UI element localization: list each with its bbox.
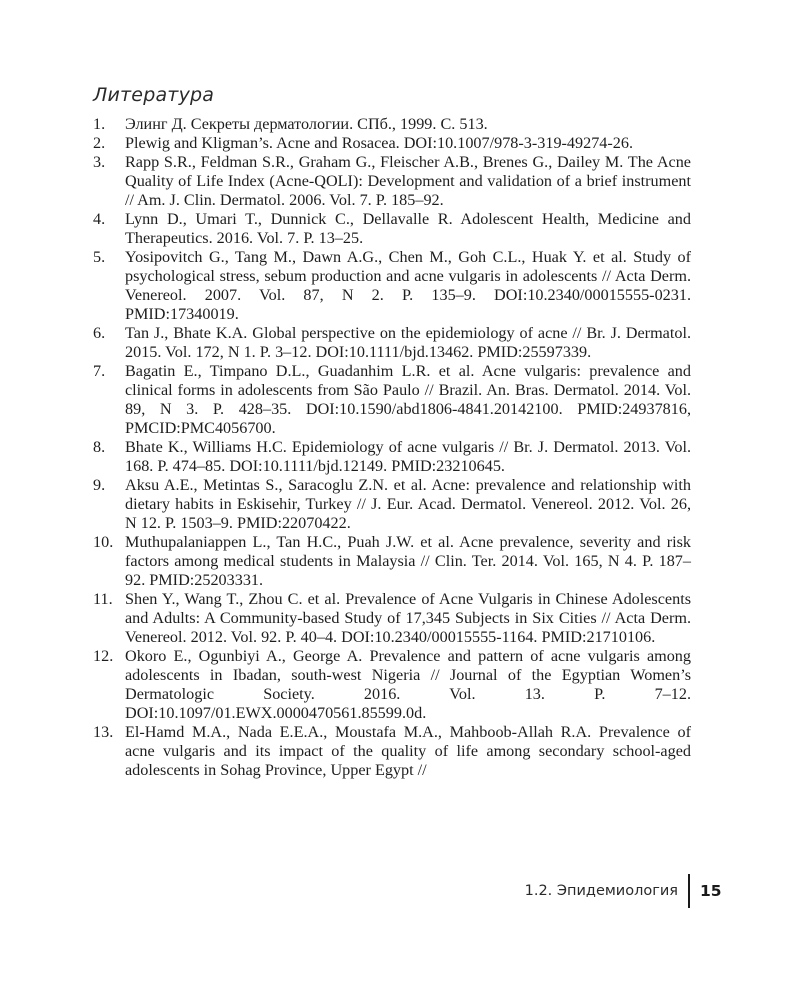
reference-item: [93, 533, 691, 590]
reference-text: Okoro E., Ogunbiyi A., George A. Prevalence and pattern of acne vulgaris among adolescents in Ibadan, south-west Nigeria // Journal of the Egyptian Women’s Dermatologic Society. 2016. Vol. 13. P. 7–12. DOI:10.1097/01.EWX.0000470561.85599.0d.: [125, 647, 691, 722]
reference-item: [93, 723, 691, 780]
reference-text: Lynn D., Umari T., Dunnick C., Dellavalle R. Adolescent Health, Medicine and Therapeutics. 2016. Vol. 7. P. 13–25.: [125, 210, 691, 247]
reference-number: 12.: [93, 647, 114, 665]
reference-text: Rapp S.R., Feldman S.R., Graham G., Fleischer A.B., Brenes G., Dailey M. The Acne Quality of Life Index (Acne-QOLI): Development and validation of a brief instrument // Am. J. Clin. Dermatol. 2006. Vol. 7. P. 185–92.: [125, 153, 691, 209]
reference-text: El-Hamd M.A., Nada E.E.A., Moustafa M.A., Mahboob-Allah R.A. Prevalence of acne vulgaris and its impact of the quality of life among secondary school-aged adolescents in Sohag Province, Upper Egypt //: [125, 723, 691, 779]
reference-number: 11.: [93, 590, 113, 608]
reference-number: 5.: [93, 248, 106, 266]
reference-text: Plewig and Kligman’s. Acne and Rosacea. DOI:10.1007/978-3-319-49274-26.: [125, 134, 634, 152]
reference-number: 10.: [93, 533, 114, 551]
reference-item: [93, 153, 691, 210]
reference-text: Aksu A.E., Metintas S., Saracoglu Z.N. et al. Acne: prevalence and relationship with dietary habits in Eskisehir, Turkey // J. Eur. Acad. Dermatol. Venereol. 2012. Vol. 26, N 12. P. 1503–9. PMID:22070422.: [125, 476, 691, 532]
reference-number: 1.: [93, 115, 106, 133]
reference-item: [93, 476, 691, 533]
reference-number: 4.: [93, 210, 106, 228]
reference-text: Muthupalaniappen L., Tan H.C., Puah J.W. et al. Acne prevalence, severity and risk factors among medical students in Malaysia // Clin. Ter. 2014. Vol. 165, N 4. P. 187–92. PMID:25203331.: [125, 533, 691, 589]
reference-item: [93, 324, 691, 362]
reference-number: 13.: [93, 723, 114, 741]
reference-number: 7.: [93, 362, 106, 380]
references-heading: Литература: [93, 84, 215, 106]
reference-item: [93, 115, 691, 134]
reference-number: 6.: [93, 324, 106, 342]
reference-text: Tan J., Bhate K.A. Global perspective on the epidemiology of acne // Br. J. Dermatol. 2015. Vol. 172, N 1. P. 3–12. DOI:10.1111/bjd.13462. PMID:25597339.: [125, 324, 691, 361]
reference-text: Shen Y., Wang T., Zhou C. et al. Prevalence of Acne Vulgaris in Chinese Adolescents and Adults: A Community-based Study of 17,345 Subjects in Six Cities // Acta Derm. Venereol. 2012. Vol. 92. P. 40–4. DOI:10.2340/00015555-1164. PMID:21710106.: [125, 590, 691, 646]
reference-text: Yosipovitch G., Tang M., Dawn A.G., Chen M., Goh C.L., Huak Y. et al. Study of psychological stress, sebum production and acne vulgaris in adolescents // Acta Derm. Venereol. 2007. Vol. 87, N 2. P. 135–9. DOI:10.2340/00015555-0231. PMID:17340019.: [125, 248, 691, 323]
reference-text: Bagatin E., Timpano D.L., Guadanhim L.R. et al. Acne vulgaris: prevalence and clinical forms in adolescents from São Paulo // Brazil. An. Bras. Dermatol. 2014. Vol. 89, N 3. P. 428–35. DOI:10.1590/abd1806-4841.20142100. PMID:24937816, PMCID:PMC4056700.: [125, 362, 691, 437]
reference-number: 8.: [93, 438, 106, 456]
reference-item: [93, 590, 691, 647]
reference-number: 9.: [93, 476, 106, 494]
reference-number: 2.: [93, 134, 106, 152]
reference-item: [93, 438, 691, 476]
reference-item: [93, 210, 691, 248]
reference-item: [93, 362, 691, 438]
reference-item: [93, 248, 691, 324]
reference-item: [93, 647, 691, 723]
references-list: [93, 115, 691, 780]
reference-text: Элинг Д. Секреты дерматологии. СПб., 1999. С. 513.: [125, 115, 488, 133]
page-number: 15: [700, 882, 722, 900]
running-footer-section-title: 1.2. Эпидемиология: [524, 883, 678, 899]
reference-text: Bhate K., Williams H.C. Epidemiology of acne vulgaris // Br. J. Dermatol. 2013. Vol. 168. P. 474–85. DOI:10.1111/bjd.12149. PMID:23210645.: [125, 438, 691, 475]
reference-item: [93, 134, 691, 153]
reference-number: 3.: [93, 153, 106, 171]
footer-divider: [688, 874, 690, 908]
